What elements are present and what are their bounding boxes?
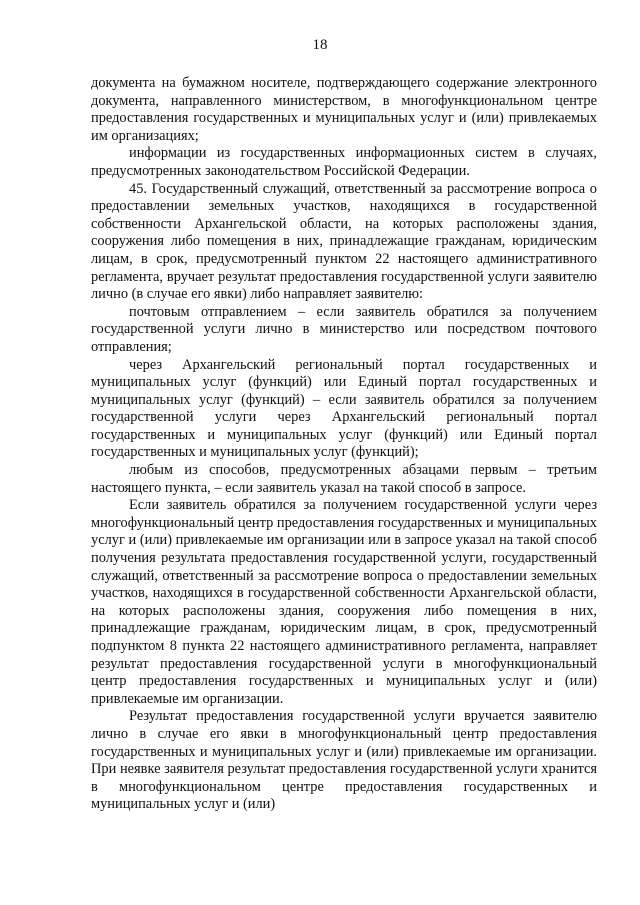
paragraph: почтовым отправлением – если заявитель обратился за получением государственной услуги лично в министерство или посредством почтового отправления; <box>91 303 597 355</box>
paragraph: информации из государственных информационных систем в случаях, предусмотренных законодательством Российской Федерации. <box>91 145 597 179</box>
paragraph: через Архангельский региональный портал государственных и муниципальных услуг (функций) или Единый портал государственных и муниципальных услуг (функций) – если заявитель обратился за получением государственной услуги через Архангельский региональный портал государственных и муниципальных услуг (функций) или Единый портал государственных и муниципальных услуг (функций); <box>91 356 597 461</box>
paragraph: 45. Государственный служащий, ответственный за рассмотрение вопроса о предоставлении земельных участков, находящихся в государственной собственности Архангельской области, на которых расположены здания, сооружения либо помещения в них, принадлежащие гражданам, юридическим лицам, в срок, предусмотренный пунктом 22 настоящего административного регламента, вручает результат предоставления государственной услуги заявителю лично (в случае его явки) либо направляет заявителю: <box>91 180 597 303</box>
page-number: 18 <box>312 37 328 53</box>
paragraph: любым из способов, предусмотренных абзацами первым – третьим настоящего пункта, – если заявитель указал на такой способ в запросе. <box>91 462 597 496</box>
paragraph: документа на бумажном носителе, подтверждающего содержание электронного документа, направленного министерством, в многофункциональном центре предоставления государственных и муниципальных услуг и (или) привлекаемых им организациях; <box>91 75 597 144</box>
document-body <box>91 75 597 814</box>
paragraph: Если заявитель обратился за получением государственной услуги через многофункциональный центр предоставления государственных и муниципальных услуг и (или) привлекаемые им организации или в запросе указал на такой способ получения результата предоставления государственной услуги, государственный служащий, ответственный за рассмотрение вопроса о предоставлении земельных участков, находящихся в государственной собственности Архангельской области, на которых расположены здания, сооружения либо помещения в них, принадлежащие гражданам, юридическим лицам, в срок, предусмотренный подпунктом 8 пункта 22 настоящего административного регламента, направляет результат предоставления государственной услуги в многофункциональный центр предоставления государственных и муниципальных услуг и (или) привлекаемые им организации. <box>91 497 597 707</box>
paragraph: Результат предоставления государственной услуги вручается заявителю лично в случае его явки в многофункциональный центр предоставления государственных и муниципальных услуг и (или) привлекаемые им организации. При неявке заявителя результат предоставления государственной услуги хранится в многофункциональном центре предоставления государственных и муниципальных услуг и (или) <box>91 708 597 813</box>
